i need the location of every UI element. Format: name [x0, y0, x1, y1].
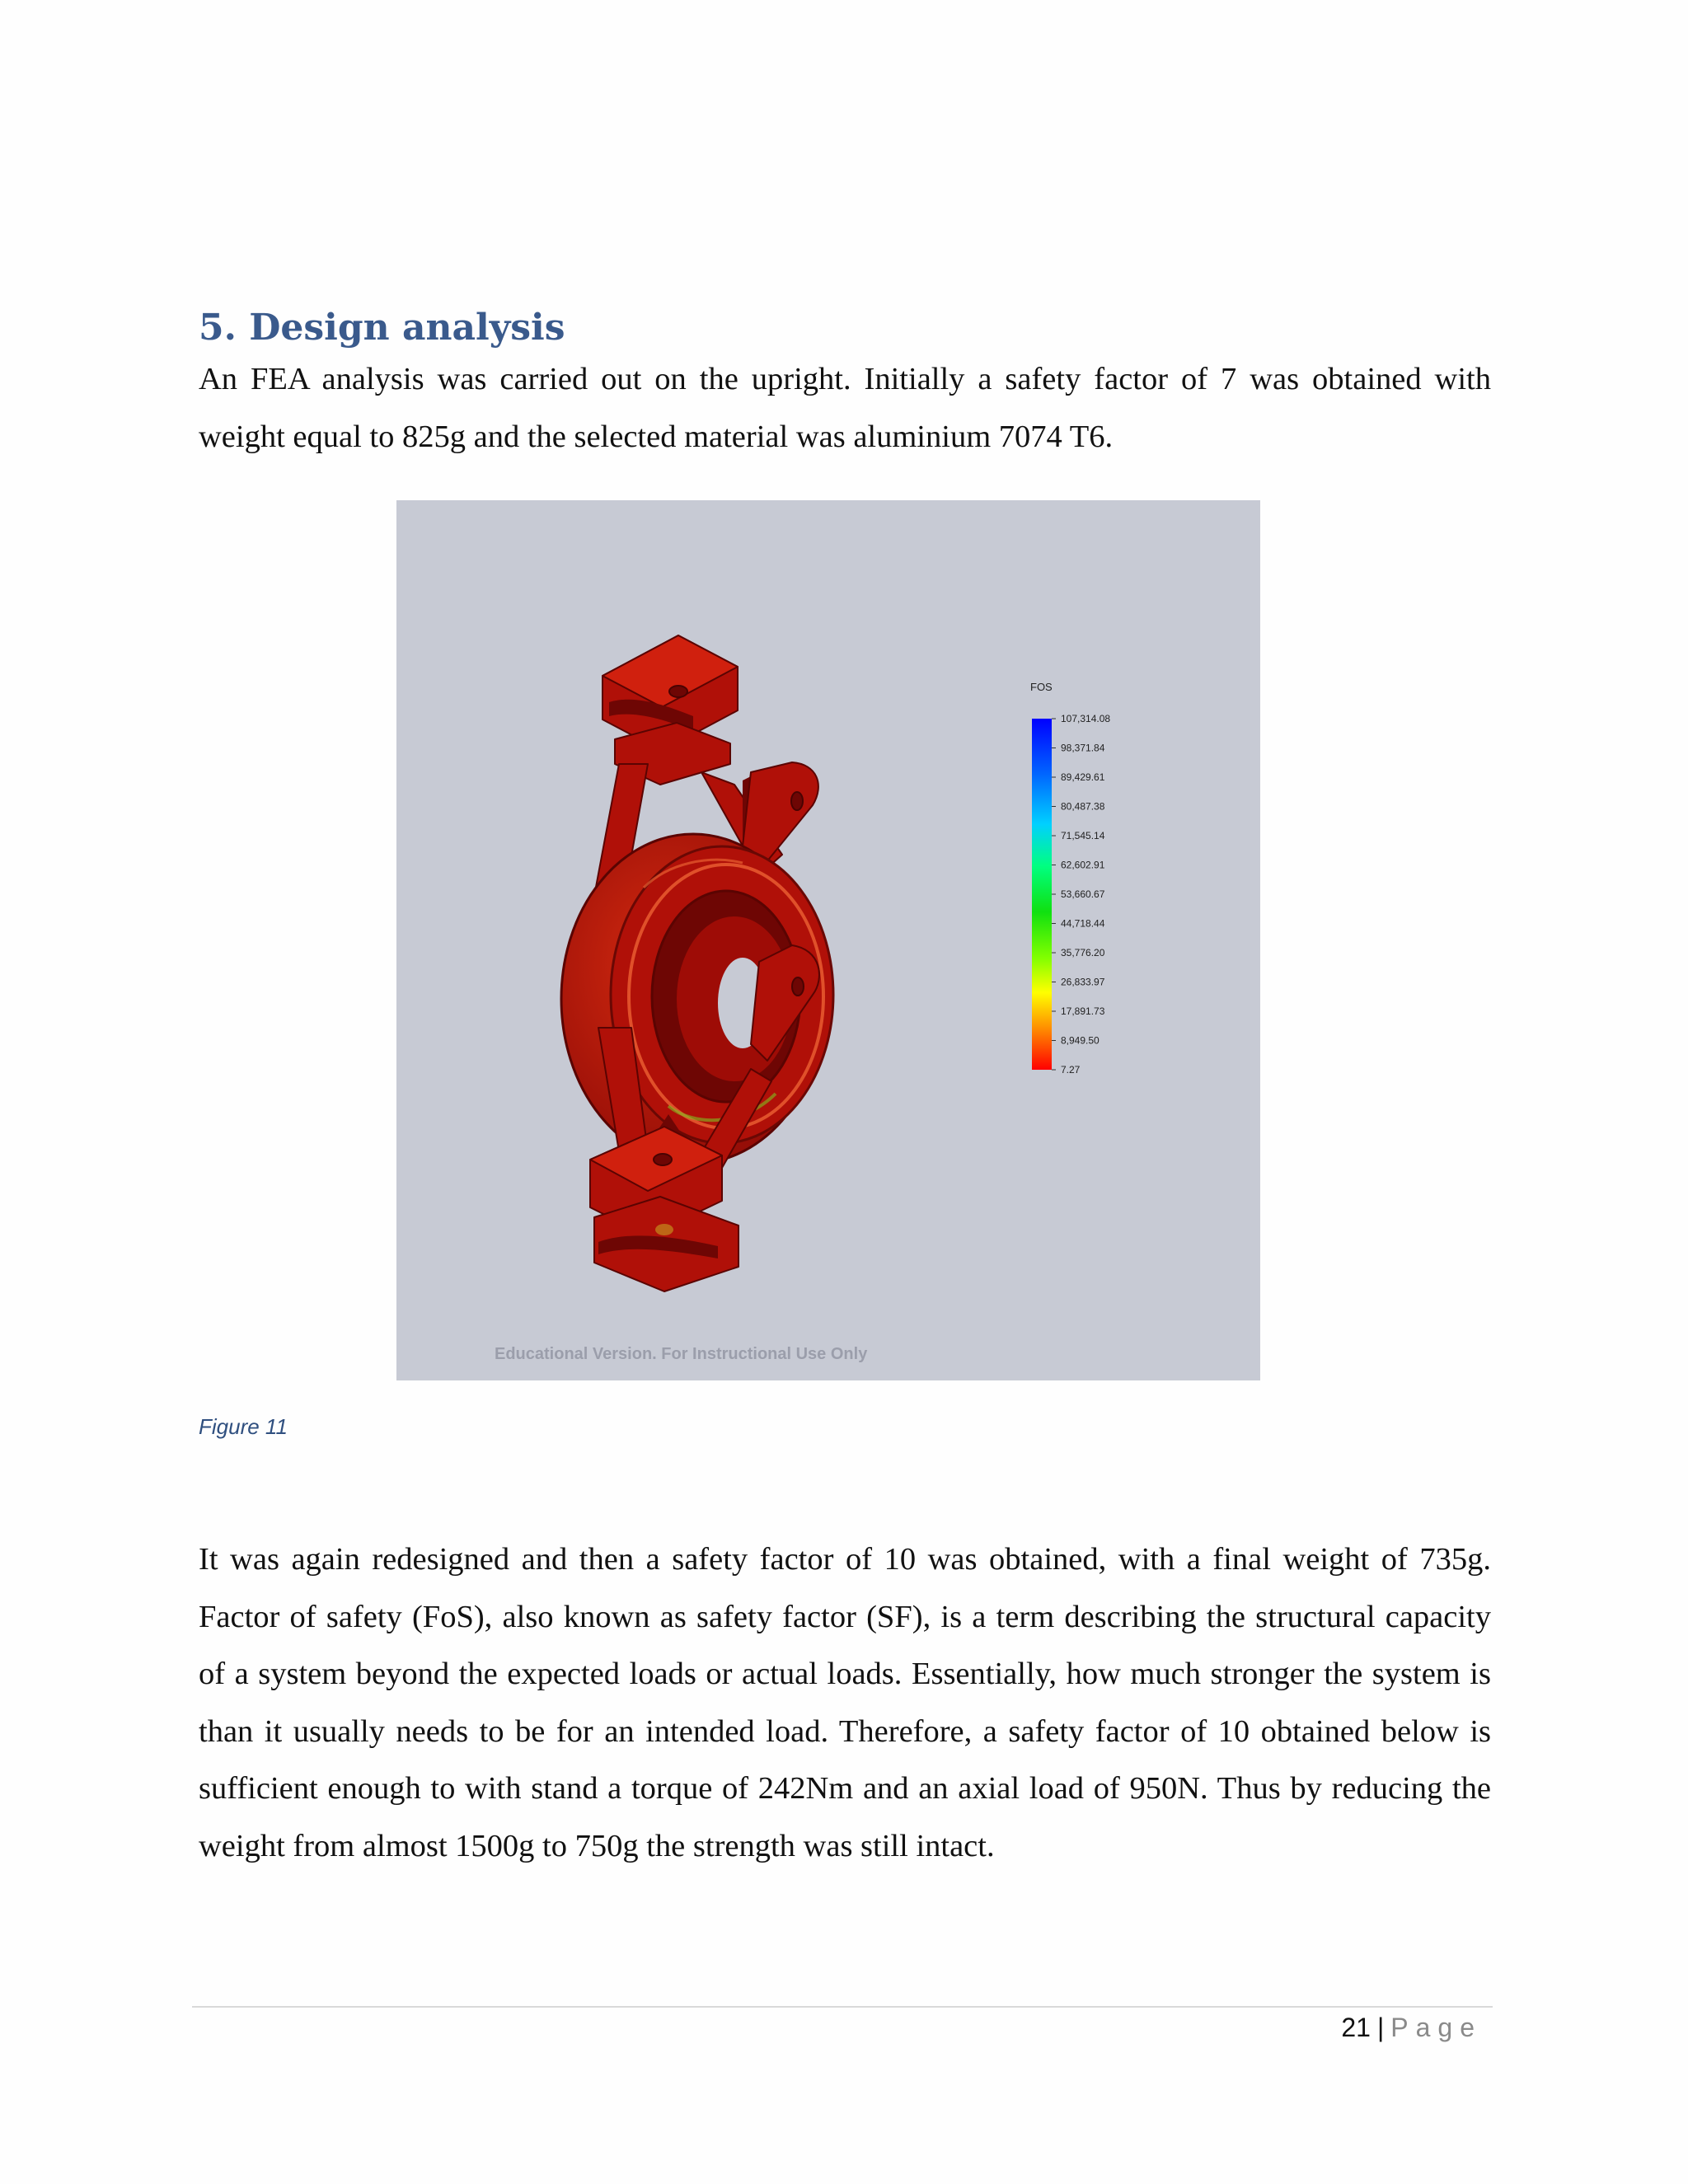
- legend-title: FOS: [1030, 681, 1053, 693]
- page-footer: [1341, 2013, 1482, 2043]
- legend-value-label: 71,545.14: [1061, 830, 1105, 841]
- intro-paragraph: An FEA analysis was carried out on the upright. Initially a safety factor of 7 was obtained with weight equal to 825g and the selected material was aluminium 7074 T6.: [199, 362, 1491, 454]
- legend-value-label: 98,371.84: [1061, 742, 1105, 754]
- footer-separator: |: [1376, 2013, 1385, 2042]
- legend-value-label: 8,949.50: [1061, 1034, 1100, 1047]
- legend-value-label: 89,429.61: [1061, 771, 1105, 783]
- legend-value-label: 26,833.97: [1061, 976, 1105, 988]
- legend-value-label: 62,602.91: [1061, 859, 1105, 871]
- section-heading: 5. Design analysis: [199, 307, 565, 349]
- figure-caption: Figure 11: [199, 1414, 288, 1439]
- legend-value-label: 44,718.44: [1061, 917, 1105, 930]
- footer-divider: [192, 2006, 1493, 2008]
- fea-figure: [396, 500, 1260, 1380]
- educational-watermark: Educational Version. For Instructional Use Only: [495, 1345, 868, 1363]
- legend-color-bar: [1032, 719, 1052, 1070]
- legend-value-label: 35,776.20: [1061, 947, 1105, 958]
- body-paragraph: It was again redesigned and then a safety factor of 10 was obtained, with a final weight of 735g. Factor of safety (FoS), also known as safety factor (SF), is a term describing the structural capacity of a system beyond the expected loads or actual loads. Essentially, how much stronger the system is than it usually needs to be for an intended load. Therefore, a safety factor of 10 obtained below is sufficient enough to with stand a torque of 242Nm and an axial load of 950N. Thus by reducing the weight from almost 1500g to 750g the strength was still intact.: [199, 1542, 1491, 1863]
- legend-value-label: 107,314.08: [1061, 713, 1111, 724]
- page-label: Page: [1390, 2013, 1482, 2042]
- legend-value-label: 17,891.73: [1061, 1005, 1105, 1017]
- page-number: 21: [1341, 2013, 1371, 2042]
- legend-value-label: 53,660.67: [1061, 888, 1105, 900]
- legend-value-label: 80,487.38: [1061, 800, 1105, 813]
- legend-value-label: 7.27: [1061, 1064, 1081, 1076]
- figure-background: [396, 500, 1260, 1380]
